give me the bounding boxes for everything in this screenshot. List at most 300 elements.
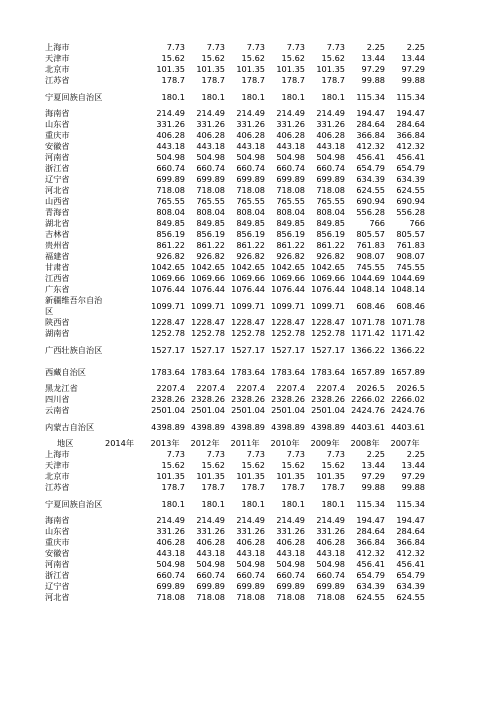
- value-cell: 7.73: [246, 42, 265, 52]
- value-cell: 699.89: [196, 174, 225, 184]
- empty-2014-cell: [105, 185, 145, 196]
- value-cell: 856.19: [236, 229, 265, 239]
- empty-2014-cell: [105, 460, 145, 471]
- value-cell: 456.41: [396, 559, 425, 569]
- value-cell: 634.39: [396, 581, 425, 591]
- value-cell: 15.62: [161, 460, 185, 470]
- value-cell: 805.57: [356, 229, 385, 239]
- value-cell: 504.98: [236, 559, 265, 569]
- value-cell: 178.7: [201, 482, 225, 492]
- value-cell: 1071.78: [351, 317, 385, 327]
- value-cell: 2.25: [366, 42, 385, 52]
- value-cell: 766: [369, 218, 385, 228]
- value-cell: 4403.61: [351, 421, 385, 432]
- value-cell: 1783.64: [231, 366, 265, 377]
- value-cell: 7.73: [206, 449, 225, 459]
- value-cell: 1252.78: [271, 328, 305, 338]
- value-cell: 660.74: [236, 570, 265, 580]
- value-cell: 1076.44: [231, 284, 265, 294]
- value-cell: 15.62: [281, 460, 305, 470]
- value-cell: 634.39: [356, 174, 385, 184]
- value-cell: 331.26: [276, 526, 305, 536]
- empty-2014-cell: [105, 75, 145, 86]
- value-cell: 443.18: [316, 548, 345, 558]
- value-cell: 7.73: [286, 42, 305, 52]
- value-cell: 504.98: [276, 559, 305, 569]
- empty-2014-cell: [105, 284, 145, 295]
- value-cell: 2026.5: [396, 383, 425, 393]
- table-row: [41, 581, 425, 592]
- table-row: [41, 75, 425, 86]
- value-cell: 660.74: [196, 570, 225, 580]
- table-row: [41, 515, 425, 526]
- value-cell: 1042.65: [191, 262, 225, 272]
- value-cell: 2501.04: [271, 405, 305, 415]
- value-cell: 2328.26: [311, 394, 345, 404]
- value-cell: 849.85: [196, 218, 225, 228]
- empty-2014-cell: [105, 273, 145, 284]
- value-cell: 2.25: [366, 449, 385, 459]
- value-cell: 2328.26: [151, 394, 185, 404]
- value-cell: 699.89: [156, 174, 185, 184]
- table-row: [41, 482, 425, 493]
- value-cell: 178.7: [161, 482, 185, 492]
- year-header: 2011年: [230, 438, 260, 448]
- table-row: [41, 163, 425, 174]
- value-cell: 1099.71: [151, 300, 185, 311]
- region-cell: 广东省: [45, 284, 70, 294]
- value-cell: 849.85: [316, 218, 345, 228]
- value-cell: 331.26: [236, 119, 265, 129]
- region-cell: 湖北省: [45, 218, 70, 228]
- value-cell: 908.07: [396, 251, 425, 261]
- value-cell: 1076.44: [151, 284, 185, 294]
- region-cell: 青海省: [45, 207, 70, 217]
- value-cell: 634.39: [356, 581, 385, 591]
- value-cell: 699.89: [156, 581, 185, 591]
- value-cell: 1228.47: [231, 317, 265, 327]
- value-cell: 214.49: [276, 515, 305, 525]
- value-cell: 849.85: [276, 218, 305, 228]
- value-cell: 180.1: [201, 91, 225, 102]
- value-cell: 178.7: [281, 482, 305, 492]
- value-cell: 101.35: [236, 471, 265, 481]
- value-cell: 406.28: [156, 130, 185, 140]
- value-cell: 1527.17: [271, 344, 305, 355]
- value-cell: 15.62: [281, 53, 305, 63]
- value-cell: 504.98: [156, 152, 185, 162]
- value-cell: 1228.47: [151, 317, 185, 327]
- table-row: [41, 207, 425, 218]
- region-cell: 浙江省: [45, 570, 70, 580]
- value-cell: 15.62: [321, 53, 345, 63]
- value-cell: 15.62: [161, 53, 185, 63]
- value-cell: 1042.65: [271, 262, 305, 272]
- value-cell: 4403.61: [391, 421, 425, 432]
- value-cell: 99.88: [361, 482, 385, 492]
- region-cell: 辽宁省: [45, 581, 70, 591]
- table-row: [41, 284, 425, 295]
- value-cell: 4398.89: [311, 421, 345, 432]
- value-cell: 699.89: [276, 174, 305, 184]
- value-cell: 456.41: [356, 559, 385, 569]
- value-cell: 214.49: [236, 108, 265, 118]
- value-cell: 7.73: [166, 42, 185, 52]
- value-cell: 115.34: [396, 498, 425, 509]
- value-cell: 97.29: [361, 64, 385, 74]
- value-cell: 556.28: [396, 207, 425, 217]
- value-cell: 101.35: [236, 64, 265, 74]
- empty-2014-cell: [105, 515, 145, 526]
- value-cell: 908.07: [356, 251, 385, 261]
- value-cell: 406.28: [316, 537, 345, 547]
- region-cell: 山东省: [45, 119, 70, 129]
- empty-2014-cell: [105, 251, 145, 262]
- empty-2014-cell: [105, 482, 145, 493]
- value-cell: 412.32: [396, 141, 425, 151]
- year-header: 2014年: [105, 438, 135, 448]
- region-cell: 山西省: [45, 196, 70, 206]
- value-cell: 761.83: [396, 240, 425, 250]
- table-row: [41, 130, 425, 141]
- value-cell: 660.74: [276, 570, 305, 580]
- region-cell: 上海市: [45, 42, 70, 52]
- value-cell: 718.08: [276, 592, 305, 602]
- value-cell: 1076.44: [191, 284, 225, 294]
- table-row: [41, 548, 425, 559]
- value-cell: 1042.65: [151, 262, 185, 272]
- value-cell: 406.28: [156, 537, 185, 547]
- value-cell: 7.73: [286, 449, 305, 459]
- value-cell: 194.47: [396, 515, 425, 525]
- value-cell: 718.08: [276, 185, 305, 195]
- region-cell: 福建省: [45, 251, 70, 261]
- value-cell: 443.18: [276, 548, 305, 558]
- table-row: [41, 537, 425, 548]
- value-cell: 1783.64: [271, 366, 305, 377]
- value-cell: 765.55: [156, 196, 185, 206]
- value-cell: 7.73: [166, 449, 185, 459]
- value-cell: 366.84: [356, 537, 385, 547]
- value-cell: 284.64: [396, 119, 425, 129]
- value-cell: 2501.04: [311, 405, 345, 415]
- empty-2014-cell: [105, 559, 145, 570]
- value-cell: 443.18: [236, 548, 265, 558]
- value-cell: 849.85: [156, 218, 185, 228]
- region-cell: 黑龙江省: [45, 383, 78, 393]
- value-cell: 366.84: [356, 130, 385, 140]
- region-cell: 海南省: [45, 515, 70, 525]
- empty-2014-cell: [105, 526, 145, 537]
- table-row: [41, 460, 425, 471]
- value-cell: 765.55: [276, 196, 305, 206]
- value-cell: 690.94: [396, 196, 425, 206]
- value-cell: 2501.04: [231, 405, 265, 415]
- value-cell: 97.29: [361, 471, 385, 481]
- value-cell: 412.32: [396, 548, 425, 558]
- empty-2014-cell: [105, 174, 145, 185]
- value-cell: 180.1: [161, 91, 185, 102]
- table-row: [41, 405, 425, 416]
- value-cell: 194.47: [356, 515, 385, 525]
- table-row: [41, 559, 425, 570]
- value-cell: 194.47: [396, 108, 425, 118]
- value-cell: 180.1: [241, 91, 265, 102]
- value-cell: 7.73: [206, 42, 225, 52]
- value-cell: 2207.4: [276, 383, 305, 393]
- value-cell: 331.26: [196, 526, 225, 536]
- table-row: [41, 119, 425, 130]
- value-cell: 745.55: [356, 262, 385, 272]
- empty-2014-cell: [105, 339, 145, 361]
- table-row: [41, 64, 425, 75]
- value-cell: 718.08: [316, 592, 345, 602]
- value-cell: 214.49: [196, 515, 225, 525]
- value-cell: 180.1: [161, 498, 185, 509]
- value-cell: 101.35: [196, 64, 225, 74]
- empty-2014-cell: [105, 537, 145, 548]
- value-cell: 718.08: [236, 185, 265, 195]
- value-cell: 718.08: [236, 592, 265, 602]
- region-cell: 辽宁省: [45, 174, 70, 184]
- value-cell: 504.98: [276, 152, 305, 162]
- value-cell: 15.62: [321, 460, 345, 470]
- value-cell: 660.74: [316, 570, 345, 580]
- table-row: [41, 108, 425, 119]
- value-cell: 331.26: [156, 119, 185, 129]
- empty-2014-cell: [105, 163, 145, 174]
- region-cell: 四川省: [45, 394, 70, 404]
- value-cell: 178.7: [281, 75, 305, 85]
- value-cell: 1366.22: [391, 344, 425, 355]
- value-cell: 926.82: [156, 251, 185, 261]
- empty-2014-cell: [105, 295, 145, 317]
- value-cell: 406.28: [196, 537, 225, 547]
- value-cell: 1252.78: [191, 328, 225, 338]
- table-row: [41, 416, 425, 438]
- value-cell: 1071.78: [391, 317, 425, 327]
- value-cell: 13.44: [401, 460, 425, 470]
- table-row: [41, 152, 425, 163]
- table-row: [41, 449, 425, 460]
- empty-2014-cell: [105, 108, 145, 119]
- region-cell: 天津市: [45, 53, 70, 63]
- value-cell: 718.08: [316, 185, 345, 195]
- region-cell: 江苏省: [45, 482, 70, 492]
- value-cell: 2207.4: [196, 383, 225, 393]
- value-cell: 180.1: [321, 91, 345, 102]
- value-cell: 412.32: [356, 141, 385, 151]
- value-cell: 856.19: [156, 229, 185, 239]
- value-cell: 1042.65: [311, 262, 345, 272]
- value-cell: 456.41: [396, 152, 425, 162]
- value-cell: 861.22: [276, 240, 305, 250]
- value-cell: 1076.44: [311, 284, 345, 294]
- value-cell: 13.44: [361, 460, 385, 470]
- value-cell: 214.49: [316, 108, 345, 118]
- empty-2014-cell: [105, 141, 145, 152]
- value-cell: 624.55: [396, 185, 425, 195]
- value-cell: 1048.14: [351, 284, 385, 294]
- data-table: [41, 42, 425, 603]
- region-cell: 重庆市: [45, 537, 70, 547]
- table-row: [41, 394, 425, 405]
- empty-2014-cell: [105, 548, 145, 559]
- value-cell: 178.7: [241, 482, 265, 492]
- region-cell: 贵州省: [45, 240, 70, 250]
- value-cell: 180.1: [281, 498, 305, 509]
- value-cell: 443.18: [236, 141, 265, 151]
- value-cell: 443.18: [316, 141, 345, 151]
- value-cell: 808.04: [316, 207, 345, 217]
- value-cell: 1527.17: [151, 344, 185, 355]
- value-cell: 1099.71: [311, 300, 345, 311]
- year-header: 2012年: [190, 438, 220, 448]
- empty-2014-cell: [105, 64, 145, 75]
- table-row: [41, 383, 425, 394]
- value-cell: 1228.47: [191, 317, 225, 327]
- value-cell: 412.32: [356, 548, 385, 558]
- value-cell: 1228.47: [311, 317, 345, 327]
- region-cell: 湖南省: [45, 328, 70, 338]
- region-cell: 新疆维吾尔自治区: [45, 295, 103, 316]
- empty-2014-cell: [105, 592, 145, 603]
- region-cell: 广西壮族自治区: [45, 344, 103, 355]
- table-row: [41, 42, 425, 53]
- table-row: [41, 592, 425, 603]
- value-cell: 765.55: [196, 196, 225, 206]
- value-cell: 13.44: [401, 53, 425, 63]
- empty-2014-cell: [105, 416, 145, 438]
- value-cell: 2207.4: [316, 383, 345, 393]
- value-cell: 634.39: [396, 174, 425, 184]
- empty-2014-cell: [105, 152, 145, 163]
- region-cell: 海南省: [45, 108, 70, 118]
- region-cell: 内蒙古自治区: [45, 421, 95, 432]
- value-cell: 284.64: [396, 526, 425, 536]
- empty-2014-cell: [105, 262, 145, 273]
- year-header: 2010年: [270, 438, 300, 448]
- region-cell: 江西省: [45, 273, 70, 283]
- value-cell: 15.62: [201, 460, 225, 470]
- table-row: [41, 339, 425, 361]
- value-cell: 178.7: [321, 75, 345, 85]
- value-cell: 366.84: [396, 130, 425, 140]
- value-cell: 1099.71: [271, 300, 305, 311]
- value-cell: 1228.47: [271, 317, 305, 327]
- value-cell: 4398.89: [271, 421, 305, 432]
- value-cell: 99.88: [361, 75, 385, 85]
- region-cell: 安徽省: [45, 548, 70, 558]
- empty-2014-cell: [105, 196, 145, 207]
- table-row: [41, 471, 425, 482]
- value-cell: 808.04: [156, 207, 185, 217]
- value-cell: 331.26: [196, 119, 225, 129]
- value-cell: 699.89: [316, 174, 345, 184]
- table-row: [41, 328, 425, 339]
- value-cell: 1069.66: [271, 273, 305, 283]
- value-cell: 99.88: [401, 482, 425, 492]
- value-cell: 718.08: [156, 592, 185, 602]
- value-cell: 2328.26: [231, 394, 265, 404]
- year-header: 2008年: [350, 438, 380, 448]
- value-cell: 926.82: [236, 251, 265, 261]
- empty-2014-cell: [105, 42, 145, 53]
- value-cell: 1252.78: [311, 328, 345, 338]
- value-cell: 504.98: [196, 152, 225, 162]
- value-cell: 766: [409, 218, 425, 228]
- empty-2014-cell: [105, 86, 145, 108]
- value-cell: 745.55: [396, 262, 425, 272]
- table-row: [41, 141, 425, 152]
- value-cell: 2.25: [406, 42, 425, 52]
- value-cell: 608.46: [396, 300, 425, 311]
- value-cell: 178.7: [241, 75, 265, 85]
- value-cell: 808.04: [236, 207, 265, 217]
- value-cell: 1044.69: [351, 273, 385, 283]
- value-cell: 699.89: [236, 174, 265, 184]
- value-cell: 856.19: [316, 229, 345, 239]
- region-cell: 重庆市: [45, 130, 70, 140]
- value-cell: 856.19: [276, 229, 305, 239]
- value-cell: 214.49: [236, 515, 265, 525]
- value-cell: 765.55: [316, 196, 345, 206]
- value-cell: 1076.44: [271, 284, 305, 294]
- value-cell: 690.94: [356, 196, 385, 206]
- value-cell: 115.34: [356, 498, 385, 509]
- value-cell: 765.55: [236, 196, 265, 206]
- table-row: [41, 317, 425, 328]
- value-cell: 7.73: [326, 449, 345, 459]
- region-cell: 山东省: [45, 526, 70, 536]
- region-cell: 河南省: [45, 559, 70, 569]
- value-cell: 2026.5: [356, 383, 385, 393]
- value-cell: 1044.69: [391, 273, 425, 283]
- region-cell: 吉林省: [45, 229, 70, 239]
- value-cell: 504.98: [196, 559, 225, 569]
- value-cell: 443.18: [156, 548, 185, 558]
- region-cell: 河北省: [45, 185, 70, 195]
- value-cell: 331.26: [316, 119, 345, 129]
- value-cell: 1099.71: [191, 300, 225, 311]
- value-cell: 406.28: [316, 130, 345, 140]
- empty-2014-cell: [105, 53, 145, 64]
- value-cell: 97.29: [401, 64, 425, 74]
- value-cell: 331.26: [236, 526, 265, 536]
- value-cell: 1527.17: [191, 344, 225, 355]
- value-cell: 331.26: [316, 526, 345, 536]
- value-cell: 926.82: [316, 251, 345, 261]
- empty-2014-cell: [105, 328, 145, 339]
- empty-2014-cell: [105, 317, 145, 328]
- empty-2014-cell: [105, 449, 145, 460]
- region-header: 地区: [57, 438, 74, 448]
- value-cell: 443.18: [196, 141, 225, 151]
- value-cell: 406.28: [196, 130, 225, 140]
- value-cell: 926.82: [276, 251, 305, 261]
- table-row: [41, 229, 425, 240]
- header-row: [41, 438, 425, 449]
- value-cell: 214.49: [316, 515, 345, 525]
- value-cell: 101.35: [156, 64, 185, 74]
- region-cell: 河南省: [45, 152, 70, 162]
- value-cell: 849.85: [236, 218, 265, 228]
- region-cell: 天津市: [45, 460, 70, 470]
- value-cell: 1069.66: [191, 273, 225, 283]
- value-cell: 761.83: [356, 240, 385, 250]
- value-cell: 808.04: [196, 207, 225, 217]
- empty-2014-cell: [105, 394, 145, 405]
